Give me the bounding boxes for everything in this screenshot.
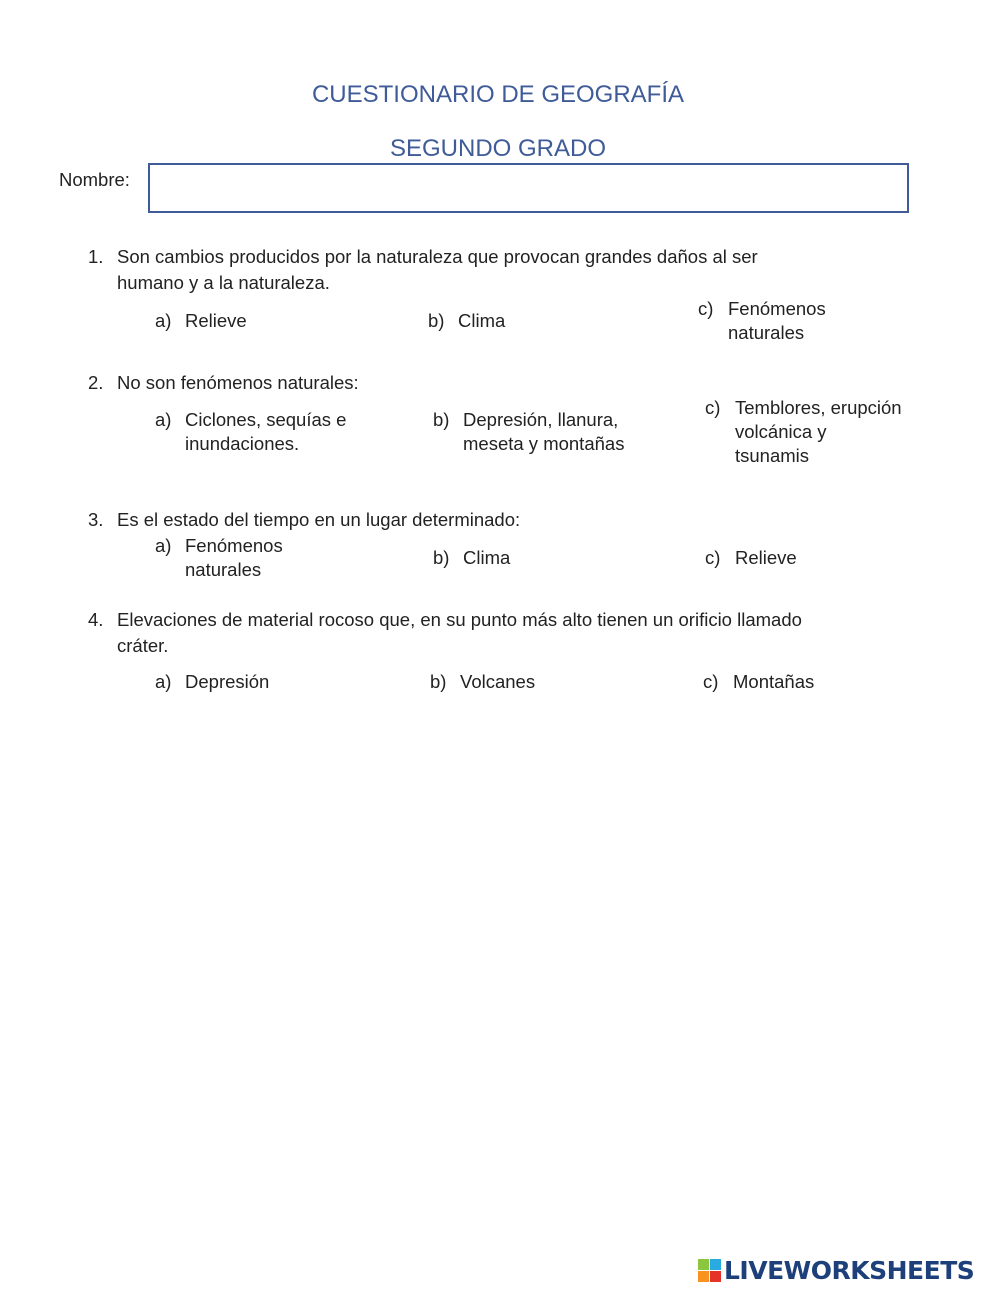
- option-label: a): [155, 310, 172, 331]
- question-number: 4.: [88, 609, 104, 630]
- option-text: Clima: [458, 310, 506, 331]
- option-text: Depresión: [185, 671, 270, 692]
- option-text: naturales: [185, 559, 262, 580]
- logo-tiles-icon: [698, 1259, 721, 1282]
- option-text: Fenómenos: [185, 535, 283, 556]
- logo-text: LIVEWORKSHEETS: [724, 1256, 975, 1285]
- option-label: a): [155, 535, 172, 556]
- page-subtitle: SEGUNDO GRADO: [389, 135, 607, 162]
- option-text: Temblores, erupción: [735, 397, 902, 418]
- option-text: Montañas: [733, 671, 815, 692]
- name-label: Nombre:: [59, 169, 130, 190]
- option-label: c): [705, 547, 721, 568]
- option-label: b): [430, 671, 447, 692]
- option-text: tsunamis: [735, 445, 810, 466]
- question-number: 1.: [88, 246, 104, 267]
- option-text: naturales: [728, 322, 805, 343]
- option-text: Fenómenos: [728, 298, 826, 319]
- option-label: b): [428, 310, 445, 331]
- question-text: cráter.: [117, 635, 169, 656]
- question-text: humano y a la naturaleza.: [117, 272, 330, 293]
- option-text: Volcanes: [460, 671, 536, 692]
- name-input[interactable]: [148, 163, 909, 213]
- question-text: No son fenómenos naturales:: [117, 372, 359, 393]
- page-title: CUESTIONARIO DE GEOGRAFÍA: [311, 81, 685, 108]
- question-number: 3.: [88, 509, 104, 530]
- question-number: 2.: [88, 372, 104, 393]
- option-label: c): [698, 298, 714, 319]
- liveworksheets-logo: [698, 1256, 974, 1285]
- option-text: inundaciones.: [185, 433, 300, 454]
- question-text: Son cambios producidos por la naturaleza que provocan grandes daños al ser: [117, 246, 758, 267]
- option-text: volcánica y: [735, 421, 827, 442]
- question-text: Elevaciones de material rocoso que, en su punto más alto tienen un orificio llamado: [117, 609, 802, 630]
- option-text: Clima: [463, 547, 511, 568]
- question-text: Es el estado del tiempo en un lugar determinado:: [117, 509, 521, 530]
- option-label: c): [705, 397, 721, 418]
- option-text: Ciclones, sequías e: [185, 409, 347, 430]
- option-label: b): [433, 547, 450, 568]
- option-label: c): [703, 671, 719, 692]
- option-text: meseta y montañas: [463, 433, 625, 454]
- option-label: a): [155, 671, 172, 692]
- option-label: a): [155, 409, 172, 430]
- option-label: b): [433, 409, 450, 430]
- option-text: Relieve: [185, 310, 247, 331]
- option-text: Depresión, llanura,: [463, 409, 619, 430]
- option-text: Relieve: [735, 547, 797, 568]
